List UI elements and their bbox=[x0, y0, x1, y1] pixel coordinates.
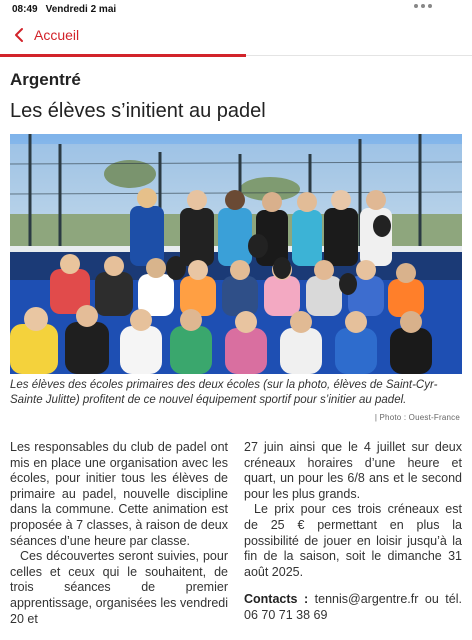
contacts-line bbox=[244, 592, 462, 623]
photo-illustration bbox=[10, 134, 462, 374]
photo-caption: Les élèves des écoles primaires des deux écoles (sur la photo, élèves de Saint-Cyr- Sainte Julitte) profitent de ce nouvel équipement sportif pour s’initier au padel. bbox=[10, 379, 438, 406]
more-dots-icon[interactable] bbox=[414, 4, 432, 8]
article-photo[interactable] bbox=[10, 134, 462, 374]
photo-credit: | Photo : Ouest-France bbox=[374, 413, 460, 422]
article-column-right bbox=[244, 440, 462, 624]
status-bar bbox=[0, 0, 472, 18]
section-label: Argentré bbox=[10, 70, 81, 89]
nav-bar bbox=[0, 18, 472, 52]
article-paragraph: 27 juin ainsi que le 4 juillet sur deux créneaux horaires d’une heure et quart, un pour les 6/8 ans et le second pour les plus grands. bbox=[244, 440, 462, 501]
article-paragraph: Les responsables du club de padel ont mis en place une organisation avec les écoles, pour initier tous les élèves de primaire au padel, nouvelle discipline dans la commune. Cette animation est proposée à 7 classes, à raison de deux séances d’une heure par classe. bbox=[10, 440, 228, 548]
article-paragraph: Ces découvertes seront suivies, pour celles et ceux qui le souhaitent, de trois séances de premier apprentissage, organisées les vendredi 20 et bbox=[10, 549, 228, 626]
article-column-left bbox=[10, 440, 228, 627]
chevron-left-icon[interactable] bbox=[10, 26, 28, 44]
article-paragraph: Le prix pour ces trois créneaux est de 25 € permettant en plus la possibilité de jouer en loisir jusqu’à la fin de la saison, soit le dimanche 31 août 2025. bbox=[244, 502, 462, 579]
contacts-label: Contacts : bbox=[244, 592, 309, 607]
section-accent-rule bbox=[0, 54, 246, 57]
back-link[interactable]: Accueil bbox=[34, 27, 80, 43]
status-time: 08:49 bbox=[12, 3, 38, 15]
header-divider bbox=[246, 55, 472, 56]
article-headline: Les élèves s’initient au padel bbox=[10, 100, 266, 122]
status-date: Vendredi 2 mai bbox=[45, 3, 117, 15]
contacts-text[interactable]: tennis@argentre.fr ou tél. 06 70 71 38 69 bbox=[244, 592, 462, 622]
